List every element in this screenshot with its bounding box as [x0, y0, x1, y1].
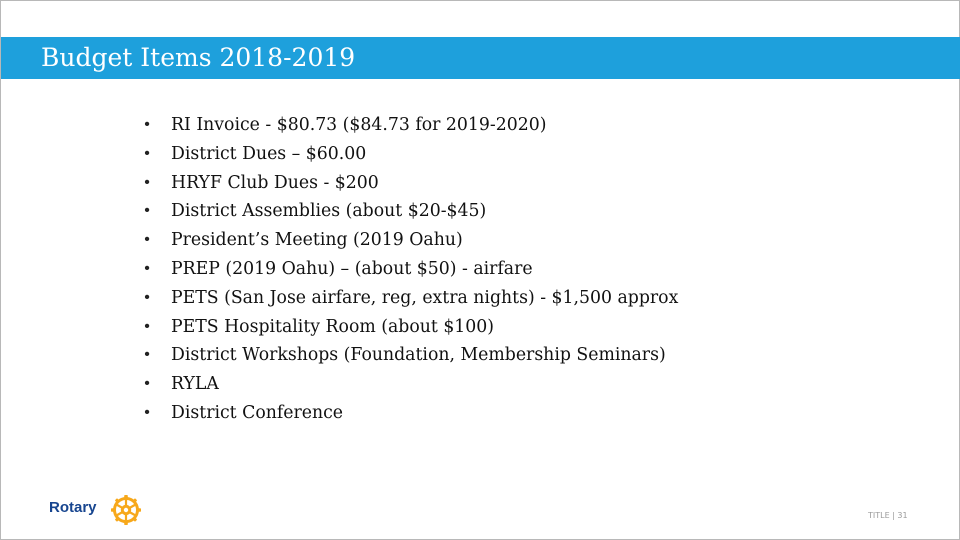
bullet-text: PETS (San Jose airfare, reg, extra nights) - $1,500 approx [171, 287, 679, 308]
list-item [141, 284, 821, 313]
bullet-marker: • [144, 317, 150, 335]
bullet-marker: • [144, 259, 150, 277]
bullet-text: District Dues – $60.00 [171, 143, 367, 164]
bullet-text: RI Invoice - $80.73 ($84.73 for 2019-2020) [171, 115, 547, 135]
list-item [141, 341, 821, 370]
list-item [141, 313, 821, 342]
bullet-marker: • [144, 116, 150, 133]
bullet-text: District Workshops (Foundation, Membership Seminars) [171, 345, 666, 366]
bullet-text: RYLA [171, 374, 219, 395]
list-item [141, 370, 821, 399]
bullet-marker: • [144, 403, 150, 421]
bullet-text: PREP (2019 Oahu) – (about $50) - airfare [171, 258, 533, 279]
list-item [141, 140, 821, 169]
bullet-marker: • [144, 202, 150, 220]
rotary-logo-text: Rotary [49, 499, 97, 516]
bullet-text: District Assemblies (about $20-$45) [171, 201, 487, 222]
bullet-marker: • [144, 173, 150, 191]
list-item [141, 255, 821, 284]
list-item [141, 399, 821, 428]
bullet-marker: • [144, 231, 150, 249]
bullet-marker: • [144, 288, 150, 306]
bullet-text: District Conference [171, 402, 344, 423]
bullet-text: PETS Hospitality Room (about $100) [171, 316, 495, 337]
list-item [141, 226, 821, 255]
bullet-marker: • [144, 346, 150, 364]
slide-title: Budget Items 2018-2019 [41, 43, 356, 72]
rotary-logo [49, 495, 145, 525]
bullet-text: HRYF Club Dues - $200 [171, 172, 379, 193]
bullet-text: President’s Meeting (2019 Oahu) [171, 230, 463, 251]
budget-items-list [141, 111, 821, 428]
rotary-wheel-icon [109, 495, 143, 525]
list-item [141, 197, 821, 226]
bullet-marker: • [144, 144, 150, 162]
slide-footer: TITLE | 31 [868, 511, 908, 520]
list-item [141, 169, 821, 198]
list-item [141, 111, 821, 140]
slide-content [141, 111, 821, 428]
title-bar [1, 37, 960, 79]
bullet-marker: • [144, 375, 150, 393]
